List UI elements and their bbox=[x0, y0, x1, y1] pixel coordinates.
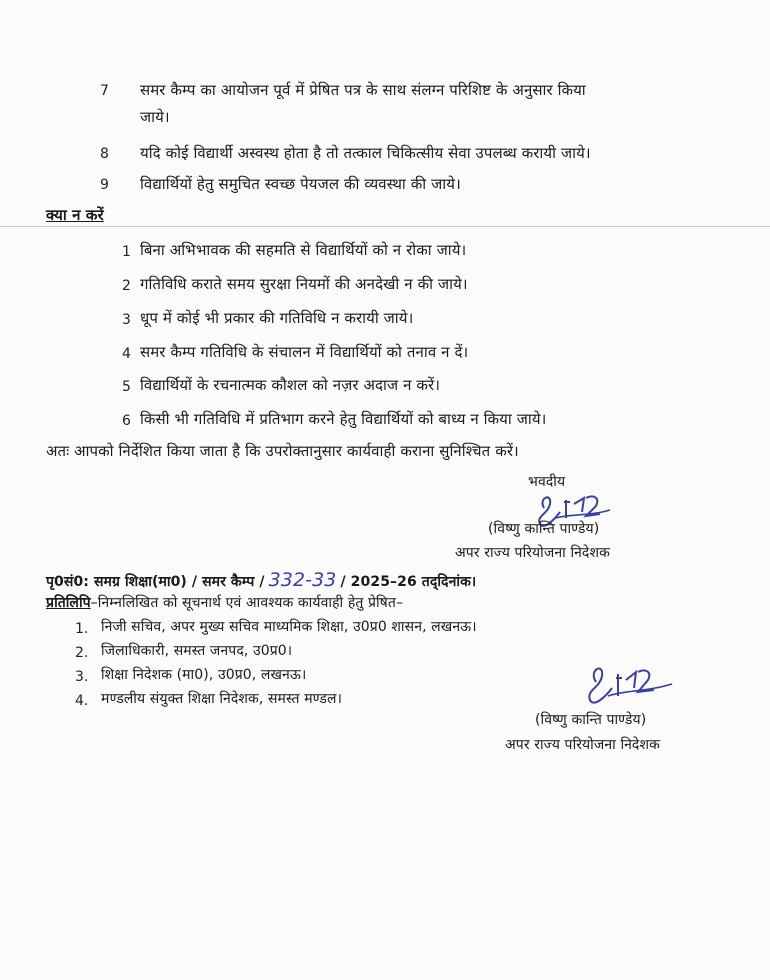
scan-rule bbox=[0, 226, 770, 227]
recipient-text: जिलाधिकारी, समस्त जनपद, उ0प्र0। bbox=[101, 643, 293, 659]
list-item-text: गतिविधि कराते समय सुरक्षा नियमों की अनदेखी न की जाये। bbox=[140, 275, 468, 293]
recipient-text: शिक्षा निदेशक (मा0), उ0प्र0, लखनऊ। bbox=[101, 667, 307, 683]
donts-heading: क्या न करें bbox=[46, 206, 104, 224]
list-item-number: 7 bbox=[100, 83, 109, 99]
list-item-text: यदि कोई विद्यार्थी अस्वस्थ होता है तो तत्काल चिकित्सीय सेवा उपलब्ध करायी जाये। bbox=[140, 144, 591, 162]
recipient-text: मण्डलीय संयुक्त शिक्षा निदेशक, समस्त मण्डल। bbox=[101, 691, 343, 707]
list-item-number: 5 bbox=[122, 379, 131, 395]
signatory-designation-2: अपर राज्य परियोजना निदेशक bbox=[505, 737, 660, 753]
recipient-text: निजी सचिव, अपर मुख्य सचिव माध्यमिक शिक्षा, उ0प्र0 शासन, लखनऊ। bbox=[101, 619, 477, 635]
list-item-text: विद्यार्थियों के रचनात्मक कौशल को नज़र अदाज न करें। bbox=[140, 376, 441, 394]
salutation: भवदीय bbox=[528, 474, 566, 490]
list-item-text: समर कैम्प का आयोजन पूर्व में प्रेषित पत्र के साथ संलग्न परिशिष्ट के अनुसार किया bbox=[140, 81, 586, 99]
list-item-number: 1 bbox=[122, 244, 131, 260]
copy-to-intro: –निम्नलिखित को सूचनार्थ एवं आवश्यक कार्यवाही हेतु प्रेषित– bbox=[90, 595, 404, 611]
reference-line bbox=[46, 569, 476, 591]
list-item-text: समर कैम्प गतिविधि के संचालन में विद्यार्थियों को तनाव न दें। bbox=[140, 343, 469, 361]
reference-number: 332-33 bbox=[268, 569, 337, 591]
list-item-number: 6 bbox=[122, 413, 131, 429]
list-item-text: विद्यार्थियों हेतु समुचित स्वच्छ पेयजल की व्यवस्था की जाये। bbox=[140, 175, 461, 193]
list-item-text: बिना अभिभावक की सहमति से विद्यार्थियों को न रोका जाये। bbox=[140, 241, 467, 259]
signatory-designation: अपर राज्य परियोजना निदेशक bbox=[455, 545, 610, 561]
list-item-number: 2 bbox=[122, 278, 131, 294]
signatory-name-2: (विष्णु कान्ति पाण्डेय) bbox=[535, 712, 647, 728]
copy-to-heading: प्रतिलिपि bbox=[46, 595, 91, 611]
list-item-number: 3 bbox=[122, 312, 131, 328]
recipient-number: 1. bbox=[75, 621, 89, 637]
recipient-number: 2. bbox=[75, 645, 89, 661]
directive-paragraph: अतः आपको निर्देशित किया जाता है कि उपरोक्तानुसार कार्यवाही कराना सुनिश्चित करें। bbox=[46, 442, 519, 460]
list-item-text: किसी भी गतिविधि में प्रतिभाग करने हेतु विद्यार्थियों को बाध्य न किया जाये। bbox=[140, 410, 547, 428]
list-item-number: 4 bbox=[122, 346, 131, 362]
copy-to-line bbox=[46, 593, 403, 612]
list-item-text: धूप में कोई भी प्रकार की गतिविधि न करायी जाये। bbox=[140, 309, 414, 327]
recipient-number: 3. bbox=[75, 669, 89, 685]
list-item-number: 9 bbox=[100, 177, 109, 193]
reference-prefix: पृ0सं0: समग्र शिक्षा(मा0) / समर कैम्प / bbox=[46, 574, 265, 590]
signature-2 bbox=[580, 662, 680, 710]
list-item-text-continued: जाये। bbox=[140, 108, 170, 126]
reference-suffix: / 2025–26 तद्‌दिनांक। bbox=[340, 574, 477, 590]
signatory-name: (विष्णु कान्ति पाण्डेय) bbox=[488, 521, 600, 537]
list-item-number: 8 bbox=[100, 146, 109, 162]
recipient-number: 4. bbox=[75, 693, 89, 709]
